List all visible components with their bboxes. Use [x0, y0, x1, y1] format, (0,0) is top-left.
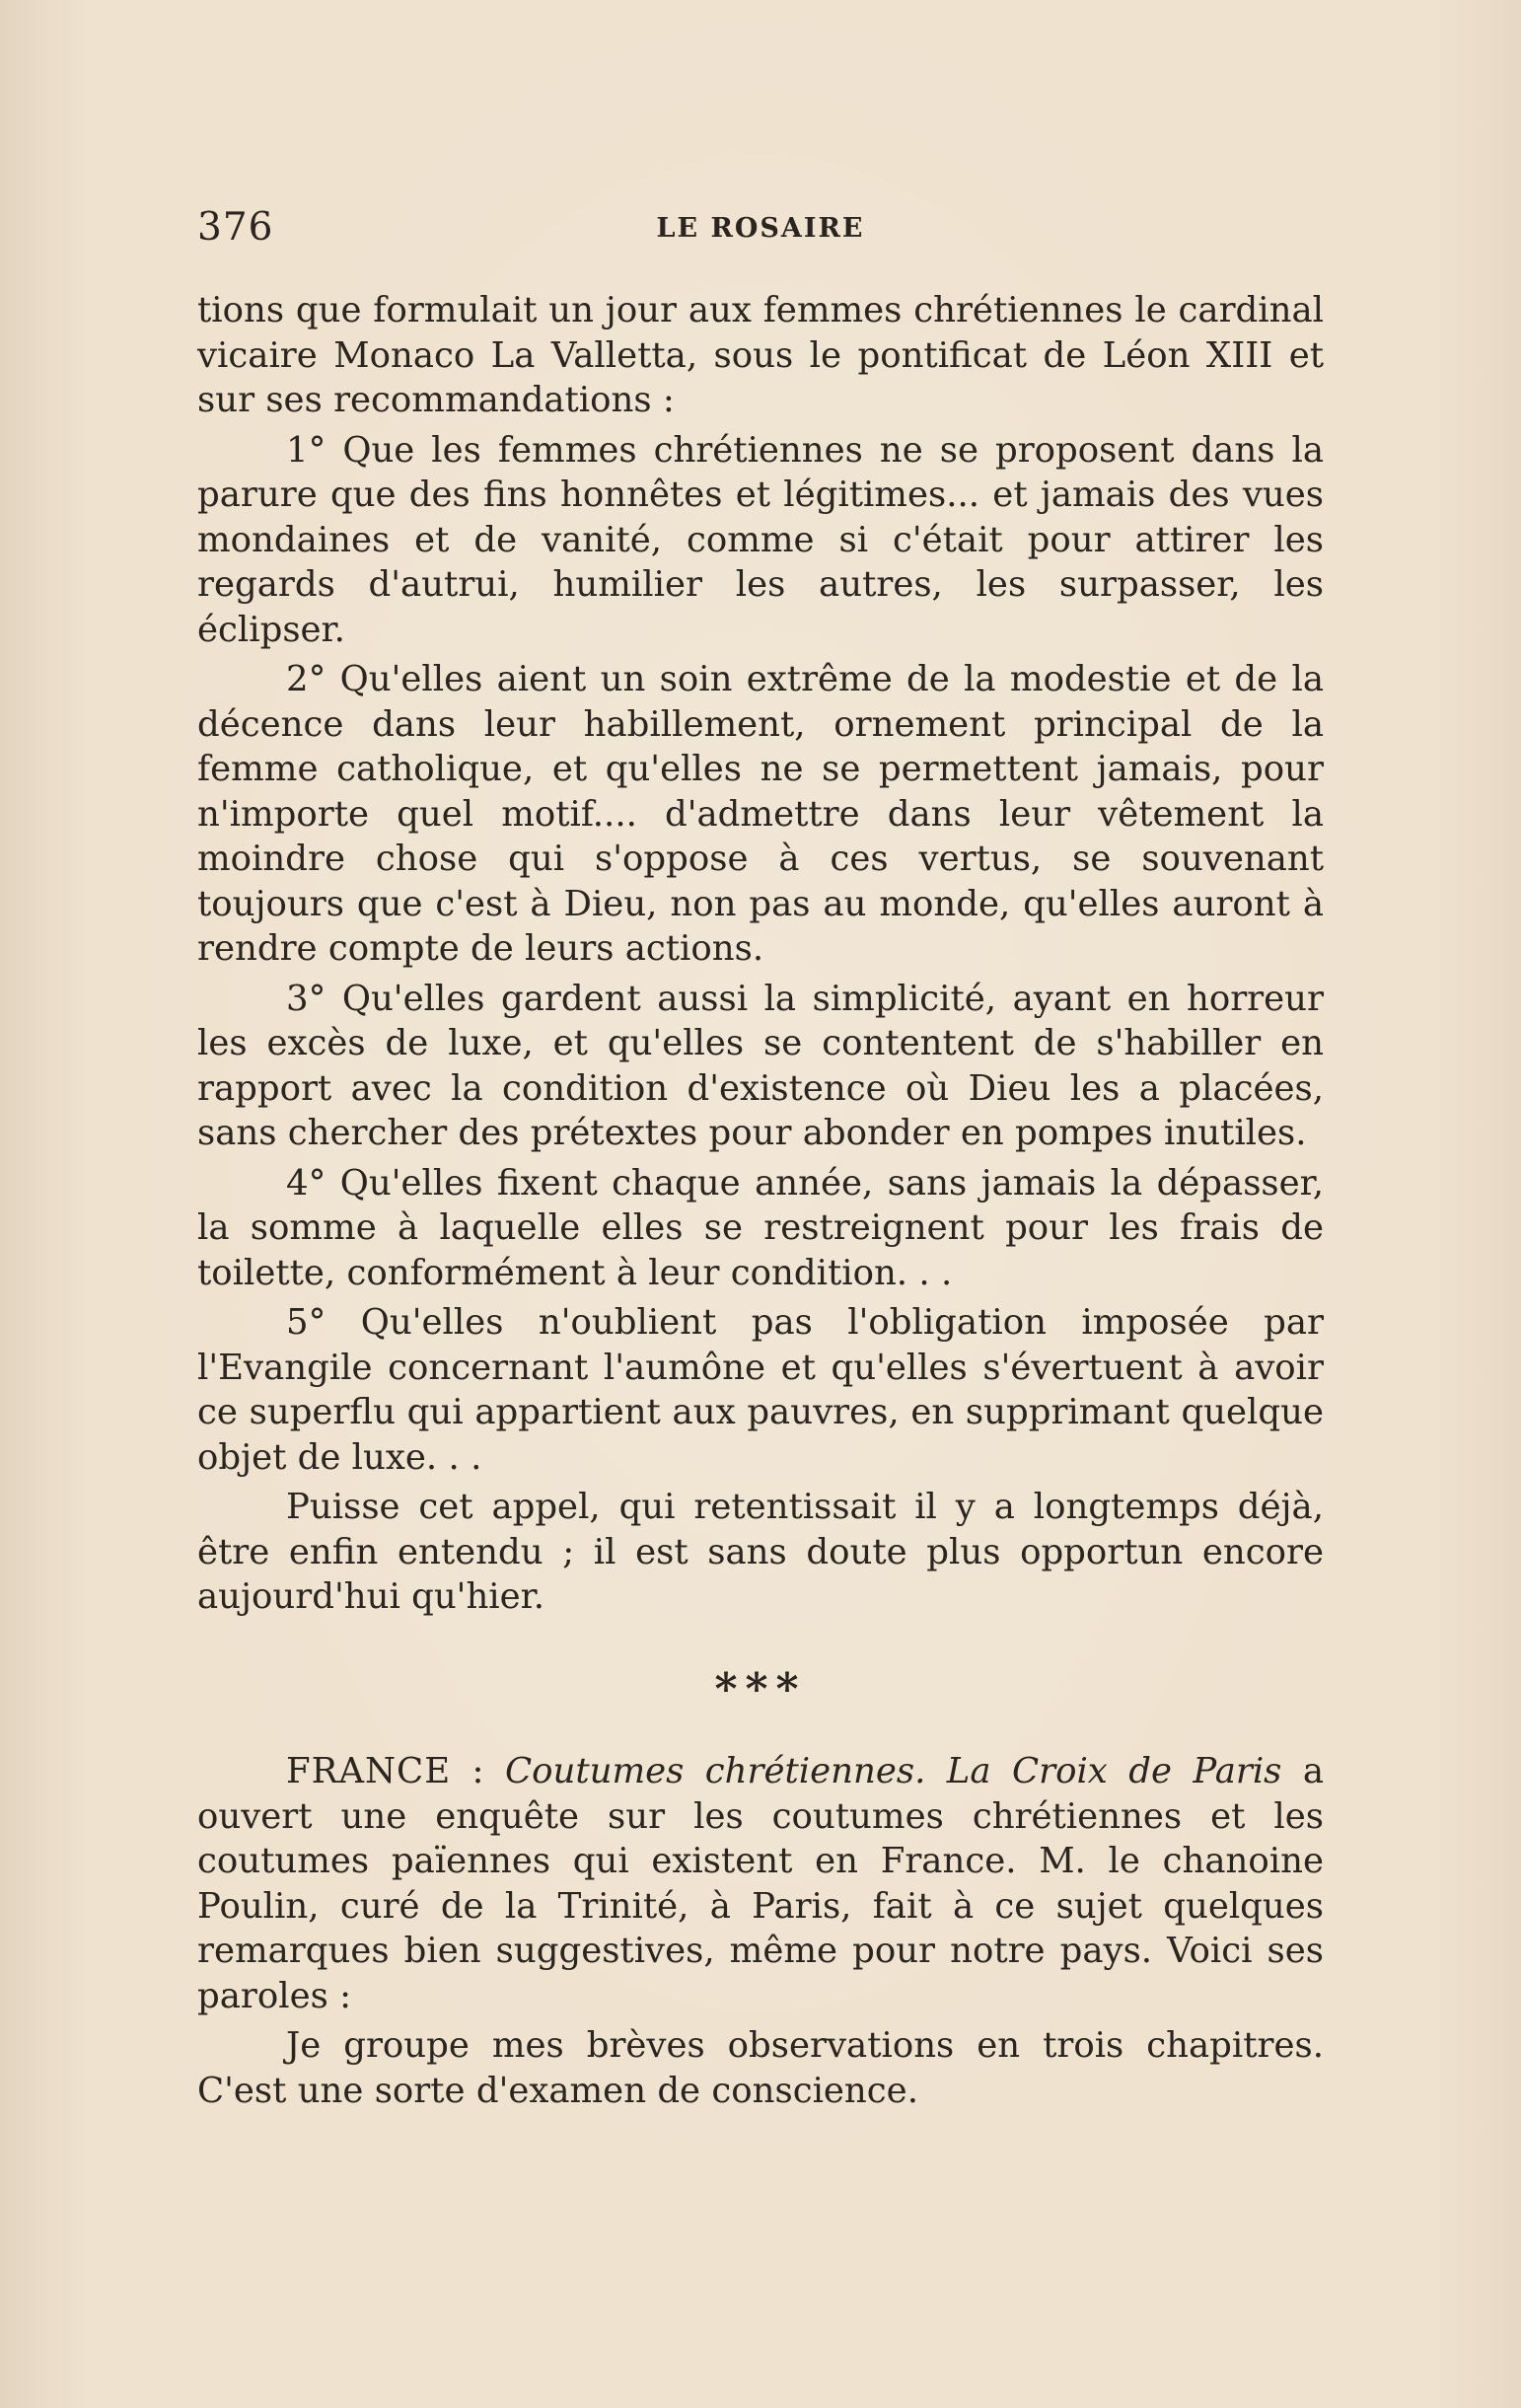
section-last-paragraph: Je groupe mes brèves observations en trois chapitres. C'est une sorte d'examen de conscience. [197, 2025, 1324, 2111]
page-header [197, 205, 1324, 255]
section-france-paragraph [197, 1749, 1324, 2018]
paragraph-continuation: tions que formulait un jour aux femmes chrétiennes le cardinal vicaire Monaco La Valletta, sous le pontificat de Léon XIII et sur ses recommandations : [197, 290, 1324, 420]
section-country: FRANCE [286, 1751, 452, 1791]
section-separator: *** [714, 1663, 807, 1715]
page-number: 376 [197, 205, 274, 250]
paragraph-conclusion: Puisse cet appel, qui retentissait il y a longtemps déjà, être enfin entendu ; il est sans doute plus opportun encore aujourd'hui qu'hier. [197, 1487, 1324, 1617]
running-head: LE ROSAIRE [656, 213, 865, 244]
paragraph-item-5: 5° Qu'elles n'oublient pas l'obligation imposée par l'Evangile concernant l'aumône et qu'elles s'évertuent à avoir ce superflu qui appartient aux pauvres, en supprimant quelque objet de luxe. . . [197, 1302, 1324, 1478]
page-body [197, 288, 1324, 2118]
paragraph-item-4: 4° Qu'elles fixent chaque année, sans jamais la dépasser, la somme à laquelle elles se restreignent pour les frais de toilette, conformément à leur condition. . . [197, 1162, 1324, 1293]
section-text: a ouvert une enquête sur les coutumes chrétiennes et les coutumes païennes qui existent en France. M. le chanoine Poulin, curé de la Trinité, à Paris, fait à ce sujet quelques remarques bien suggestives, même pour notre pays. Voici ses paroles : [197, 1751, 1324, 2016]
paragraph-item-2: 2° Qu'elles aient un soin extrême de la modestie et de la décence dans leur habillement, ornement principal de la femme catholique, et qu'elles ne se permettent jamais, pour n'importe quel motif.... d'admettre dans leur vêtement la moindre chose qui s'oppose à ces vertus, se souvenant toujours que c'est à Dieu, non pas au monde, qu'elles auront à rendre compte de leurs actions. [197, 659, 1324, 969]
paragraph-item-1: 1° Que les femmes chrétiennes ne se proposent dans la parure que des fins honnêtes et légitimes... et jamais des vues mondaines et de vanité, comme si c'était pour attirer les regards d'autrui, humilier les autres, les surpasser, les éclipser. [197, 429, 1324, 650]
section-topic: Coutumes chrétiennes. [504, 1751, 926, 1791]
section-colon: : [451, 1751, 505, 1791]
section-source: La Croix de Paris [946, 1751, 1282, 1791]
paragraph-item-3: 3° Qu'elles gardent aussi la simplicité, ayant en horreur les excès de luxe, et qu'elles se contentent de s'habiller en rapport avec la condition d'existence où Dieu les a placées, sans chercher des prétextes pour abonder en pompes inutiles. [197, 978, 1324, 1153]
